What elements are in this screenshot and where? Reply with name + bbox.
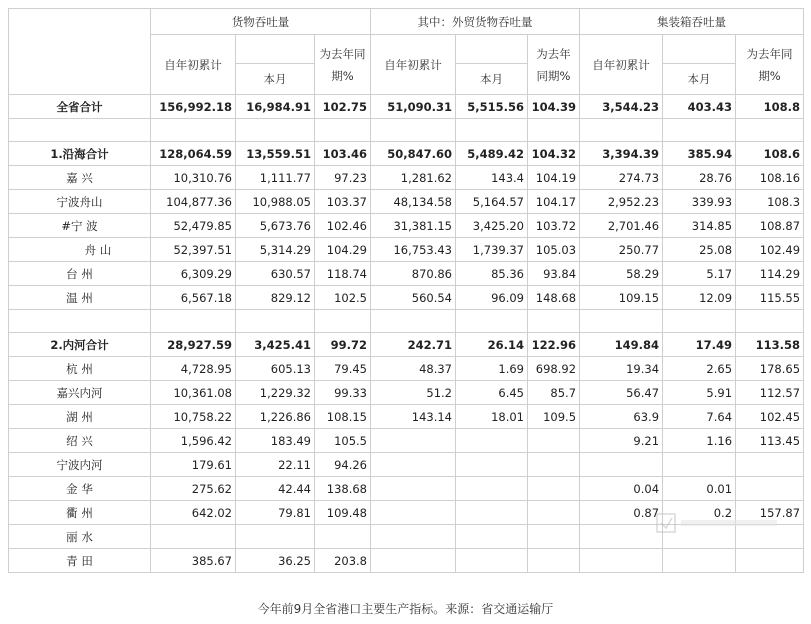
cell-value: 104.17 xyxy=(528,190,580,214)
cell-value xyxy=(736,477,804,501)
cell-value xyxy=(371,477,456,501)
cell-value xyxy=(236,525,315,549)
cell-value: 112.57 xyxy=(736,381,804,405)
cell-value xyxy=(528,525,580,549)
col-month-top xyxy=(456,35,528,64)
group-container-throughput: 集装箱吞吐量 xyxy=(580,9,804,35)
col-month-top xyxy=(663,35,736,64)
cell-value: 3,544.23 xyxy=(580,95,663,119)
cell-value xyxy=(580,453,663,477)
cell-value: 93.84 xyxy=(528,262,580,286)
cell-value: 698.92 xyxy=(528,357,580,381)
row-label: 舟 山 xyxy=(9,238,151,262)
cell-value: 56.47 xyxy=(580,381,663,405)
table-row xyxy=(9,549,804,573)
table-row xyxy=(9,238,804,262)
cell-value: 385.67 xyxy=(151,549,236,573)
row-label: 丽 水 xyxy=(9,525,151,549)
cell-value: 128,064.59 xyxy=(151,142,236,166)
table-row xyxy=(9,429,804,453)
table-row xyxy=(9,95,804,119)
cell-value xyxy=(528,549,580,573)
cell-value xyxy=(528,310,580,333)
cell-value: 50,847.60 xyxy=(371,142,456,166)
col-ytd: 自年初累计 xyxy=(580,35,663,95)
cell-value: 104.19 xyxy=(528,166,580,190)
cell-value: 10,988.05 xyxy=(236,190,315,214)
cell-value: 85.7 xyxy=(528,381,580,405)
cell-value: 157.87 xyxy=(736,501,804,525)
cell-value: 52,397.51 xyxy=(151,238,236,262)
cell-value: 104.39 xyxy=(528,95,580,119)
cell-value: 104,877.36 xyxy=(151,190,236,214)
cell-value: 1,226.86 xyxy=(236,405,315,429)
cell-value: 138.68 xyxy=(315,477,371,501)
cell-value: 148.68 xyxy=(528,286,580,310)
cell-value: 149.84 xyxy=(580,333,663,357)
cell-value: 3,394.39 xyxy=(580,142,663,166)
cell-value xyxy=(371,453,456,477)
cell-value xyxy=(456,501,528,525)
table-body xyxy=(9,95,804,573)
cell-value: 4,728.95 xyxy=(151,357,236,381)
cell-value: 105.5 xyxy=(315,429,371,453)
cell-value: 5,489.42 xyxy=(456,142,528,166)
cell-value: 339.93 xyxy=(663,190,736,214)
cell-value: 242.71 xyxy=(371,333,456,357)
cell-value: 85.36 xyxy=(456,262,528,286)
col-yoy: 为去年同期% xyxy=(736,35,804,95)
cell-value: 79.81 xyxy=(236,501,315,525)
cell-value xyxy=(736,549,804,573)
cell-value: 274.73 xyxy=(580,166,663,190)
cell-value: 1,281.62 xyxy=(371,166,456,190)
cell-value xyxy=(663,453,736,477)
cell-value: 94.26 xyxy=(315,453,371,477)
table-row xyxy=(9,286,804,310)
figure-caption: 今年前9月全省港口主要生产指标。来源：省交通运输厅 xyxy=(257,602,554,616)
cell-value: 63.9 xyxy=(580,405,663,429)
cell-value xyxy=(151,310,236,333)
row-label: 湖 州 xyxy=(9,405,151,429)
cell-value: 109.15 xyxy=(580,286,663,310)
cell-value xyxy=(736,453,804,477)
cell-value: 25.08 xyxy=(663,238,736,262)
row-label: 衢 州 xyxy=(9,501,151,525)
table-row xyxy=(9,405,804,429)
cell-value: 51,090.31 xyxy=(371,95,456,119)
cell-value: 102.75 xyxy=(315,95,371,119)
row-label: 1.沿海合计 xyxy=(9,142,151,166)
cell-value xyxy=(456,477,528,501)
table-row xyxy=(9,262,804,286)
cell-value xyxy=(528,501,580,525)
cell-value xyxy=(371,501,456,525)
cell-value: 16,753.43 xyxy=(371,238,456,262)
cell-value: 103.37 xyxy=(315,190,371,214)
group-cargo-throughput: 货物吞吐量 xyxy=(151,9,371,35)
cell-value xyxy=(528,119,580,142)
cell-value: 5,314.29 xyxy=(236,238,315,262)
cell-value: 19.34 xyxy=(580,357,663,381)
cell-value: 605.13 xyxy=(236,357,315,381)
row-label: 2.内河合计 xyxy=(9,333,151,357)
cell-value: 28,927.59 xyxy=(151,333,236,357)
cell-value: 829.12 xyxy=(236,286,315,310)
cell-value: 114.29 xyxy=(736,262,804,286)
cell-value: 314.85 xyxy=(663,214,736,238)
cell-value: 179.61 xyxy=(151,453,236,477)
cell-value: 26.14 xyxy=(456,333,528,357)
cell-value: 870.86 xyxy=(371,262,456,286)
spacer-row xyxy=(9,310,804,333)
cell-value: 48.37 xyxy=(371,357,456,381)
cell-value: 108.3 xyxy=(736,190,804,214)
cell-value: 12.09 xyxy=(663,286,736,310)
table-row xyxy=(9,357,804,381)
cell-value: 18.01 xyxy=(456,405,528,429)
cell-value: 1,229.32 xyxy=(236,381,315,405)
cell-value xyxy=(528,453,580,477)
row-label: 金 华 xyxy=(9,477,151,501)
cell-value: 5,164.57 xyxy=(456,190,528,214)
cell-value: 16,984.91 xyxy=(236,95,315,119)
cell-value: 99.72 xyxy=(315,333,371,357)
cell-value: 103.46 xyxy=(315,142,371,166)
cell-value: 108.87 xyxy=(736,214,804,238)
cell-value xyxy=(456,429,528,453)
table-row xyxy=(9,453,804,477)
cell-value: 28.76 xyxy=(663,166,736,190)
cell-value xyxy=(663,119,736,142)
cell-value xyxy=(236,310,315,333)
cell-value: 3,425.20 xyxy=(456,214,528,238)
cell-value xyxy=(151,525,236,549)
row-label: #宁 波 xyxy=(9,214,151,238)
spacer-row xyxy=(9,119,804,142)
cell-value: 5.17 xyxy=(663,262,736,286)
col-month-top xyxy=(236,35,315,64)
cell-value: 203.8 xyxy=(315,549,371,573)
cell-value xyxy=(151,119,236,142)
cell-value: 51.2 xyxy=(371,381,456,405)
row-label: 宁波舟山 xyxy=(9,190,151,214)
header-row-groups xyxy=(9,9,804,35)
cell-value: 403.43 xyxy=(663,95,736,119)
cell-value: 1,596.42 xyxy=(151,429,236,453)
col-yoy: 为去年同期% xyxy=(315,35,371,95)
cell-value: 108.6 xyxy=(736,142,804,166)
cell-value: 1,739.37 xyxy=(456,238,528,262)
cell-value xyxy=(736,119,804,142)
cell-value: 560.54 xyxy=(371,286,456,310)
cell-value: 103.72 xyxy=(528,214,580,238)
cell-value xyxy=(315,525,371,549)
row-label: 绍 兴 xyxy=(9,429,151,453)
cell-value: 42.44 xyxy=(236,477,315,501)
cell-value xyxy=(315,310,371,333)
cell-value: 2.65 xyxy=(663,357,736,381)
cell-value: 10,310.76 xyxy=(151,166,236,190)
cell-value xyxy=(528,429,580,453)
cell-value xyxy=(456,119,528,142)
cell-value: 0.87 xyxy=(580,501,663,525)
row-label: 宁波内河 xyxy=(9,453,151,477)
cell-value xyxy=(456,525,528,549)
cell-value: 104.32 xyxy=(528,142,580,166)
table-row xyxy=(9,214,804,238)
cell-value xyxy=(371,525,456,549)
cell-value: 48,134.58 xyxy=(371,190,456,214)
cell-value: 630.57 xyxy=(236,262,315,286)
col-month: 本月 xyxy=(663,64,736,95)
row-label: 全省合计 xyxy=(9,95,151,119)
table-row xyxy=(9,142,804,166)
cell-value: 183.49 xyxy=(236,429,315,453)
cell-value: 102.5 xyxy=(315,286,371,310)
cell-value xyxy=(580,310,663,333)
port-statistics-table xyxy=(8,8,804,573)
cell-value xyxy=(580,549,663,573)
col-ytd: 自年初累计 xyxy=(151,35,236,95)
col-ytd: 自年初累计 xyxy=(371,35,456,95)
col-month: 本月 xyxy=(456,64,528,95)
cell-value xyxy=(736,310,804,333)
cell-value: 99.33 xyxy=(315,381,371,405)
cell-value xyxy=(663,310,736,333)
cell-value: 31,381.15 xyxy=(371,214,456,238)
cell-value: 178.65 xyxy=(736,357,804,381)
cell-value: 97.23 xyxy=(315,166,371,190)
cell-value xyxy=(580,119,663,142)
table-row xyxy=(9,166,804,190)
table-row xyxy=(9,477,804,501)
cell-value: 3,425.41 xyxy=(236,333,315,357)
cell-value: 102.45 xyxy=(736,405,804,429)
cell-value: 5,673.76 xyxy=(236,214,315,238)
col-yoy: 为去年同期% xyxy=(528,35,580,95)
cell-value: 58.29 xyxy=(580,262,663,286)
row-label: 杭 州 xyxy=(9,357,151,381)
cell-value: 108.8 xyxy=(736,95,804,119)
group-foreign-trade-throughput: 其中：外贸货物吞吐量 xyxy=(371,9,580,35)
cell-value: 102.46 xyxy=(315,214,371,238)
cell-value xyxy=(663,549,736,573)
table-row xyxy=(9,333,804,357)
cell-value xyxy=(371,549,456,573)
cell-value: 9.21 xyxy=(580,429,663,453)
cell-value xyxy=(236,119,315,142)
cell-value xyxy=(580,525,663,549)
row-label: 嘉 兴 xyxy=(9,166,151,190)
cell-value: 2,952.23 xyxy=(580,190,663,214)
cell-value: 108.15 xyxy=(315,405,371,429)
table-row xyxy=(9,381,804,405)
cell-value: 115.55 xyxy=(736,286,804,310)
cell-value: 36.25 xyxy=(236,549,315,573)
cell-value: 7.64 xyxy=(663,405,736,429)
cell-value: 5.91 xyxy=(663,381,736,405)
cell-value: 0.2 xyxy=(663,501,736,525)
cell-value: 102.49 xyxy=(736,238,804,262)
cell-value: 79.45 xyxy=(315,357,371,381)
cell-value: 13,559.51 xyxy=(236,142,315,166)
cell-value: 2,701.46 xyxy=(580,214,663,238)
col-month: 本月 xyxy=(236,64,315,95)
cell-value xyxy=(456,453,528,477)
cell-value: 275.62 xyxy=(151,477,236,501)
cell-value: 250.77 xyxy=(580,238,663,262)
row-label: 温 州 xyxy=(9,286,151,310)
cell-value: 113.45 xyxy=(736,429,804,453)
cell-value: 105.03 xyxy=(528,238,580,262)
cell-value xyxy=(371,429,456,453)
cell-value: 96.09 xyxy=(456,286,528,310)
cell-value: 156,992.18 xyxy=(151,95,236,119)
cell-value: 6,309.29 xyxy=(151,262,236,286)
cell-value: 10,361.08 xyxy=(151,381,236,405)
watermark-logo xyxy=(655,508,785,538)
table-row xyxy=(9,190,804,214)
cell-value: 0.01 xyxy=(663,477,736,501)
row-label: 台 州 xyxy=(9,262,151,286)
cell-value xyxy=(528,477,580,501)
cell-value: 122.96 xyxy=(528,333,580,357)
cell-value: 1.69 xyxy=(456,357,528,381)
cell-value: 17.49 xyxy=(663,333,736,357)
cell-value: 6,567.18 xyxy=(151,286,236,310)
cell-value: 108.16 xyxy=(736,166,804,190)
cell-value: 109.5 xyxy=(528,405,580,429)
cell-value: 143.4 xyxy=(456,166,528,190)
cell-value xyxy=(456,310,528,333)
cell-value: 6.45 xyxy=(456,381,528,405)
row-label: 嘉兴内河 xyxy=(9,381,151,405)
cell-value: 1,111.77 xyxy=(236,166,315,190)
cell-value xyxy=(371,310,456,333)
row-label xyxy=(9,119,151,142)
cell-value xyxy=(371,119,456,142)
cell-value: 118.74 xyxy=(315,262,371,286)
cell-value: 5,515.56 xyxy=(456,95,528,119)
cell-value: 22.11 xyxy=(236,453,315,477)
cell-value: 642.02 xyxy=(151,501,236,525)
cell-value: 10,758.22 xyxy=(151,405,236,429)
cell-value: 143.14 xyxy=(371,405,456,429)
header-corner xyxy=(9,9,151,95)
cell-value: 109.48 xyxy=(315,501,371,525)
cell-value: 113.58 xyxy=(736,333,804,357)
cell-value: 0.04 xyxy=(580,477,663,501)
cell-value xyxy=(456,549,528,573)
row-label: 青 田 xyxy=(9,549,151,573)
cell-value: 385.94 xyxy=(663,142,736,166)
cell-value: 104.29 xyxy=(315,238,371,262)
cell-value: 52,479.85 xyxy=(151,214,236,238)
cell-value xyxy=(315,119,371,142)
cell-value: 1.16 xyxy=(663,429,736,453)
row-label xyxy=(9,310,151,333)
